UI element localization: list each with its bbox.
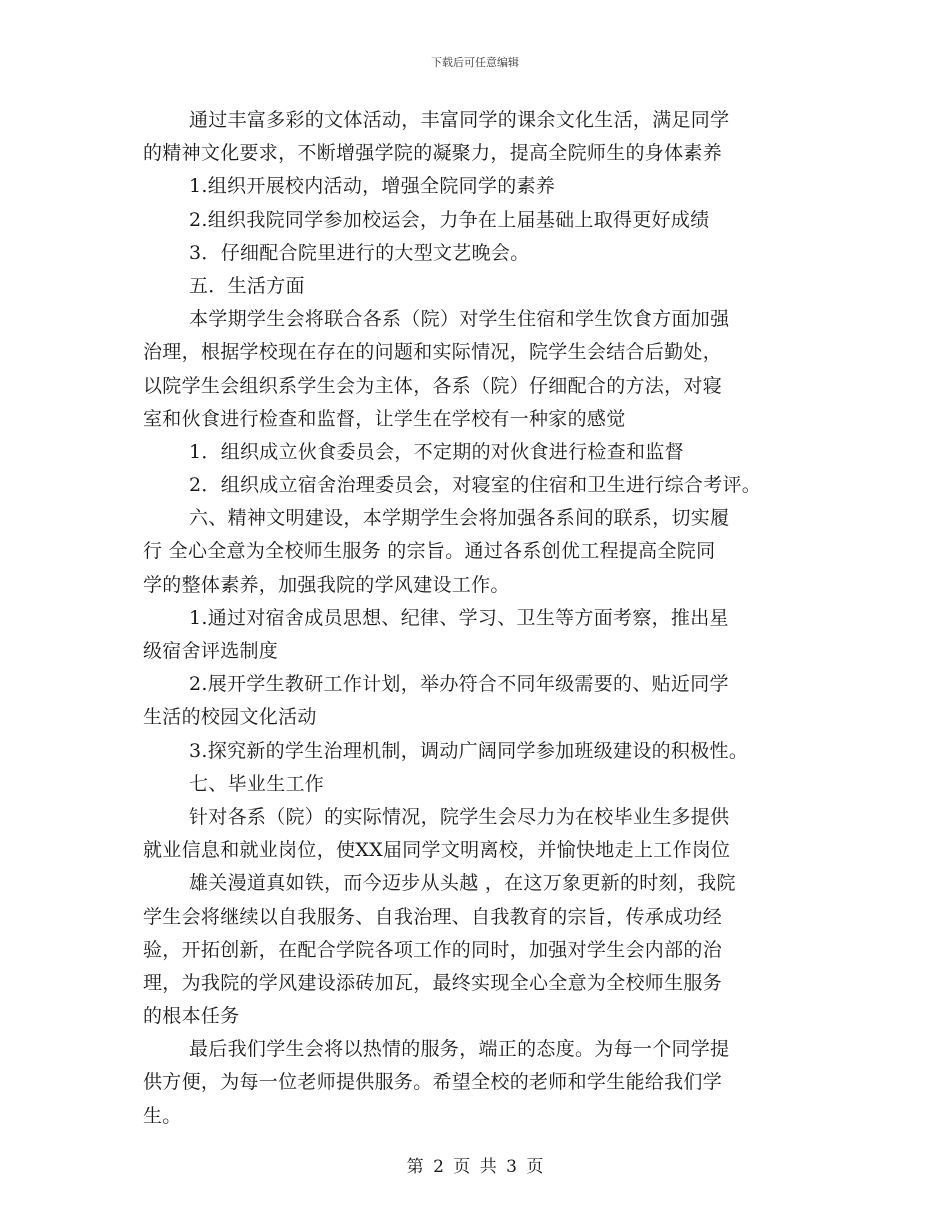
page-header: 下载后可任意编辑 bbox=[431, 56, 519, 69]
text-line: 生活的校园文化活动 bbox=[143, 706, 317, 729]
page-number: 第 2 页 共 3 页 bbox=[406, 1157, 544, 1177]
text-line: 的根本任务 bbox=[143, 1005, 240, 1028]
text-line: 1.通过对宿舍成员思想、纪律、学习、卫生等方面考察，推出星 bbox=[189, 606, 729, 629]
text-line: 室和伙食进行检查和监督，让学生在学校有一种家的感觉 bbox=[143, 407, 626, 430]
text-line: 六、精神文明建设，本学期学生会将加强各系间的联系，切实履 bbox=[189, 507, 730, 530]
text-line: 通过丰富多彩的文体活动，丰富同学的课余文化生活，满足同学 bbox=[189, 109, 730, 131]
text-line: 五．生活方面 bbox=[189, 274, 305, 297]
text-line: 雄关漫道真如铁，而今迈步从头越 ，在这万象更新的时刻，我院 bbox=[189, 872, 736, 895]
text-line: 本学期学生会将联合各系（院）对学生住宿和学生饮食方面加强 bbox=[189, 308, 730, 331]
text-line: 2.展开学生教研工作计划，举办符合不同年级需要的、贴近同学 bbox=[189, 673, 729, 696]
text-line: 治理，根据学校现在存在的问题和实际情况，院学生会结合后勤处， bbox=[143, 341, 723, 364]
text-line: 学生会将继续以自我服务、自我治理、自我教育的宗旨，传承成功经 bbox=[143, 905, 723, 928]
text-line: 行 全心全意为全校师生服务 的宗旨。通过各系创优工程提高全院同 bbox=[143, 540, 716, 563]
text-line: 1.组织开展校内活动，增强全院同学的素养 bbox=[189, 175, 556, 198]
text-line: 七、毕业生工作 bbox=[189, 772, 325, 795]
text-line: 以院学生会组织系学生会为主体，各系（院）仔细配合的方法，对寝 bbox=[143, 374, 723, 397]
text-line: 就业信息和就业岗位，使XX届同学文明离校，并愉快地走上工作岗位 bbox=[143, 839, 731, 862]
text-line: 生。 bbox=[143, 1104, 182, 1127]
text-line: 针对各系（院）的实际情况，院学生会尽力为在校毕业生多提供 bbox=[189, 805, 730, 828]
document-body bbox=[143, 104, 833, 1133]
text-line: 学的整体素养，加强我院的学风建设工作。 bbox=[143, 573, 510, 596]
text-line: 1．组织成立伙食委员会，不定期的对伙食进行检查和监督 bbox=[189, 440, 684, 463]
text-line: 2.组织我院同学参加校运会，力争在上届基础上取得更好成绩 bbox=[189, 208, 710, 231]
text-line: 验，开拓创新，在配合学院各项工作的同时，加强对学生会内部的治 bbox=[143, 938, 723, 961]
text-line: 理，为我院的学风建设添砖加瓦，最终实现全心全意为全校师生服务 bbox=[143, 971, 723, 994]
text-line: 供方便，为每一位老师提供服务。希望全校的老师和学生能给我们学 bbox=[143, 1071, 723, 1094]
text-line: 的精神文化要求，不断增强学院的凝聚力，提高全院师生的身体素养 bbox=[143, 142, 723, 165]
text-line: 3.探究新的学生治理机制，调动广阔同学参加班级建设的积极性。 bbox=[189, 739, 749, 762]
text-line: 2．组织成立宿舍治理委员会，对寝室的住宿和卫生进行综合考评。 bbox=[189, 474, 762, 497]
text-line: 级宿舍评选制度 bbox=[143, 640, 279, 662]
text-line: 3．仔细配合院里进行的大型文艺晚会。 bbox=[189, 241, 530, 264]
text-line: 最后我们学生会将以热情的服务，端正的态度。为每一个同学提 bbox=[189, 1038, 730, 1061]
